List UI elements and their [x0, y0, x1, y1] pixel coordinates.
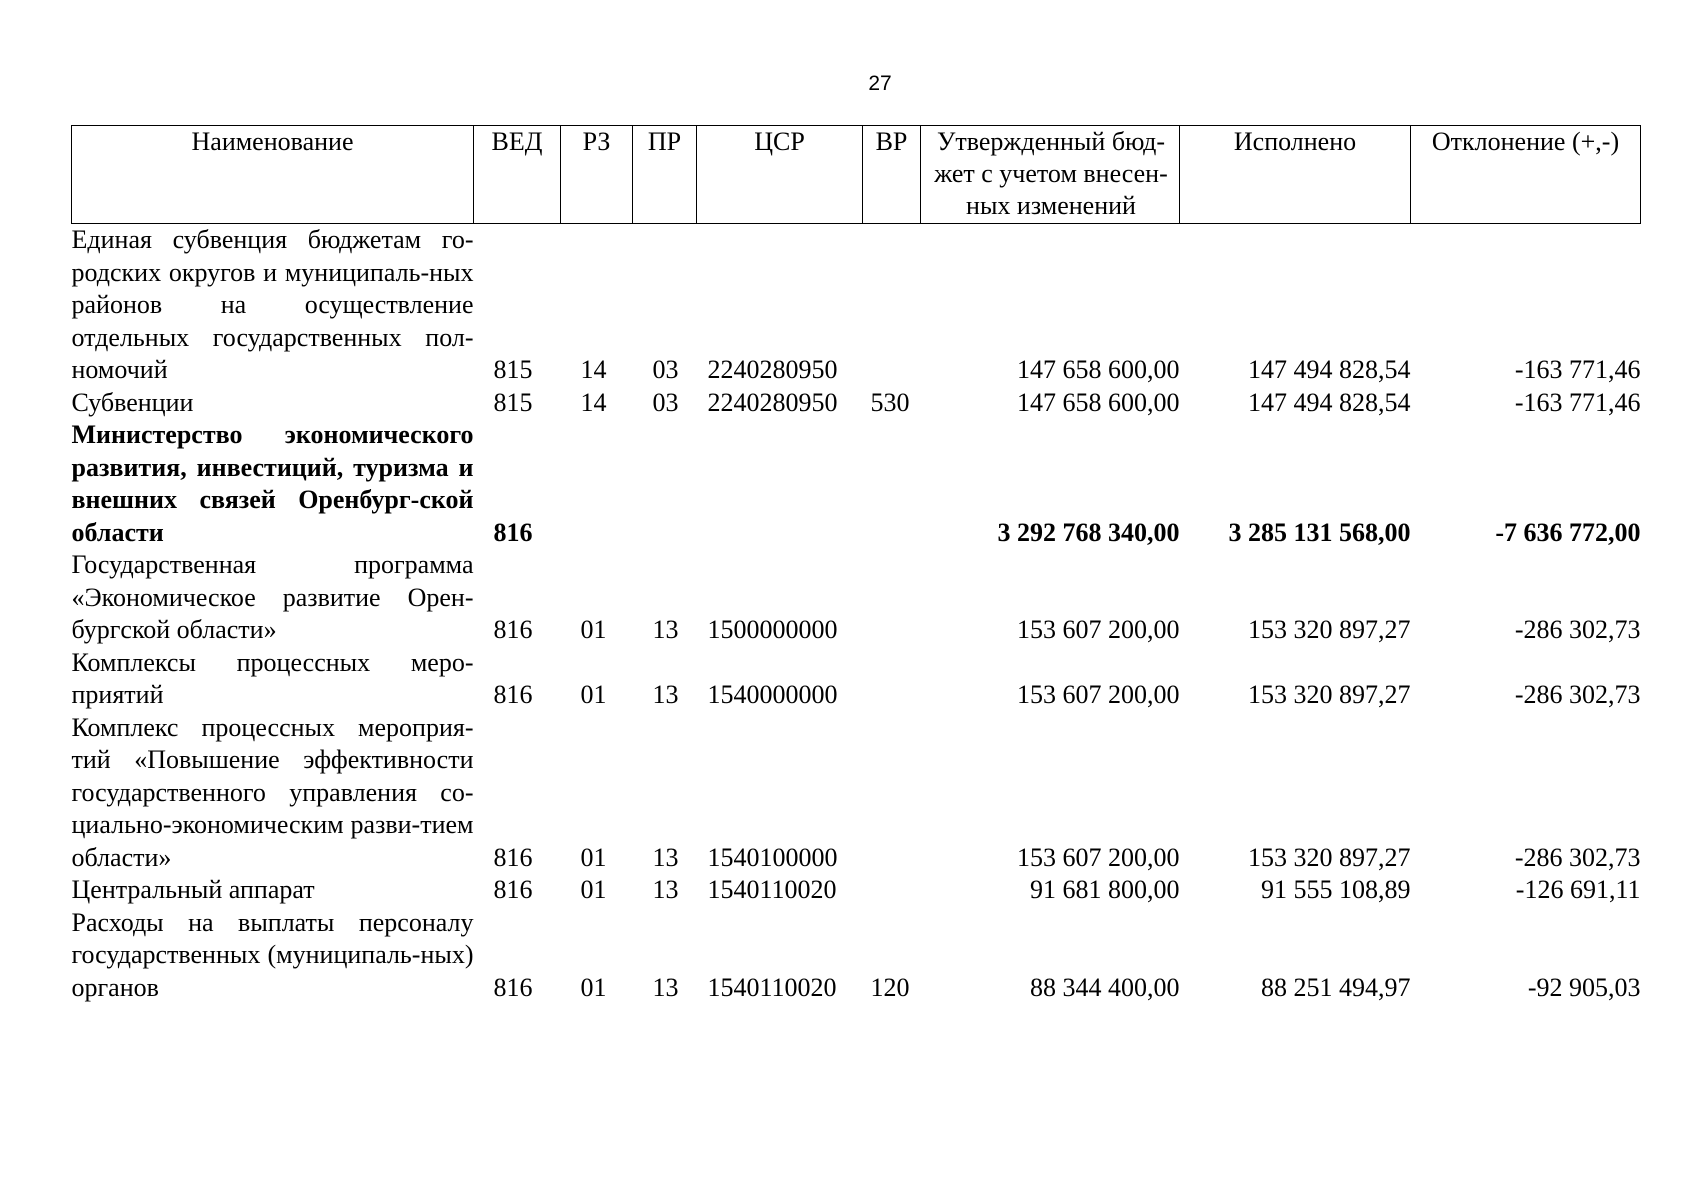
row-rz: 01	[580, 842, 607, 872]
row-ved: 815	[493, 355, 533, 384]
row-rz: 01	[580, 615, 607, 644]
row-ved: 816	[493, 517, 533, 547]
page-number: 27	[868, 72, 892, 95]
row-rz: 14	[580, 355, 607, 384]
row-name: Центральный аппарат	[71, 875, 315, 904]
row-pr: 13	[652, 875, 679, 904]
row-pr: 13	[652, 680, 679, 709]
row-name: Комплекс процессных мероприя-тий «Повышение эффективности государственного управления со-циально-экономическим разви-тием области»	[71, 712, 474, 872]
row-pr	[633, 419, 697, 549]
row-pr: 03	[652, 387, 679, 417]
row-ved: 816	[493, 680, 533, 709]
header-done: Исполнено	[1180, 126, 1411, 224]
row-vr	[863, 224, 921, 387]
row-deviation: -286 302,73	[1514, 680, 1641, 709]
row-done: 88 251 494,97	[1261, 972, 1411, 1002]
row-rz: 01	[580, 680, 607, 709]
row-vr	[863, 712, 921, 875]
row-done: 147 494 828,54	[1248, 355, 1411, 384]
row-rz: 01	[580, 972, 607, 1002]
header-pr: ПР	[633, 126, 697, 224]
row-done: 153 320 897,27	[1248, 842, 1411, 872]
row-done: 147 494 828,54	[1248, 387, 1411, 417]
header-rz: РЗ	[561, 126, 633, 224]
row-name: Единая субвенция бюджетам го-родских округов и муниципаль-ных районов на осуществление отдельных государственных пол-номочий	[71, 225, 474, 384]
header-csr: ЦСР	[697, 126, 863, 224]
row-name: Министерство экономического развития, инвестиций, туризма и внешних связей Оренбург-ской области	[71, 420, 474, 547]
row-deviation: -7 636 772,00	[1495, 517, 1641, 547]
row-csr: 2240280950	[707, 355, 838, 384]
row-deviation: -163 771,46	[1514, 387, 1641, 417]
row-plan: 153 607 200,00	[1017, 615, 1180, 644]
row-plan: 153 607 200,00	[1017, 842, 1180, 872]
row-csr: 1540110020	[707, 972, 837, 1002]
table-row	[72, 224, 1641, 387]
row-csr	[697, 419, 863, 549]
table-row	[72, 647, 1641, 712]
table-header	[72, 126, 1641, 224]
row-vr: 530	[870, 387, 910, 417]
table-row	[72, 549, 1641, 647]
row-done: 91 555 108,89	[1261, 875, 1411, 904]
row-vr	[863, 647, 921, 712]
row-csr: 1540000000	[707, 680, 838, 709]
table-row	[72, 387, 1641, 420]
row-done: 153 320 897,27	[1248, 615, 1411, 644]
row-vr: 120	[870, 972, 910, 1002]
row-csr: 1540100000	[707, 842, 838, 872]
row-deviation: -286 302,73	[1514, 842, 1641, 872]
row-deviation: -286 302,73	[1514, 615, 1641, 644]
header-name: Наименование	[72, 126, 474, 224]
row-deviation: -126 691,11	[1515, 875, 1641, 904]
row-name: Государственная программа «Экономическое развитие Орен-бургской области»	[71, 550, 474, 644]
row-plan: 147 658 600,00	[1017, 387, 1180, 417]
row-plan: 153 607 200,00	[1017, 680, 1180, 709]
header-ved: ВЕД	[474, 126, 561, 224]
budget-table	[71, 125, 1641, 1004]
row-plan: 88 344 400,00	[1030, 972, 1180, 1002]
row-pr: 13	[652, 842, 679, 872]
row-name: Расходы на выплаты персоналу государственных (муниципаль-ных) органов	[71, 907, 474, 1002]
row-deviation: -92 905,03	[1527, 972, 1641, 1002]
row-rz: 01	[580, 875, 607, 904]
table-row	[72, 712, 1641, 875]
row-rz	[561, 419, 633, 549]
row-name: Субвенции	[71, 387, 194, 417]
row-ved: 816	[493, 972, 533, 1002]
header-vr: ВР	[863, 126, 921, 224]
row-ved: 816	[493, 875, 533, 904]
row-name: Комплексы процессных меро-приятий	[71, 647, 474, 709]
row-done: 153 320 897,27	[1248, 680, 1411, 709]
row-plan: 147 658 600,00	[1017, 355, 1180, 384]
row-ved: 816	[493, 615, 533, 644]
row-csr: 1540110020	[707, 875, 837, 904]
header-plan: Утвержденный бюд-жет с учетом внесен-ных изменений	[921, 126, 1180, 224]
row-plan: 3 292 768 340,00	[997, 517, 1180, 547]
row-done: 3 285 131 568,00	[1228, 517, 1411, 547]
row-deviation: -163 771,46	[1514, 355, 1641, 384]
table-body	[72, 224, 1641, 1005]
row-rz: 14	[580, 387, 607, 417]
table-row	[72, 907, 1641, 1005]
row-ved: 816	[493, 842, 533, 872]
row-vr	[863, 419, 921, 549]
row-pr: 13	[652, 615, 679, 644]
row-csr: 1500000000	[707, 615, 838, 644]
row-pr: 03	[652, 355, 679, 384]
row-plan: 91 681 800,00	[1030, 875, 1180, 904]
row-vr	[863, 549, 921, 647]
row-csr: 2240280950	[707, 387, 838, 417]
header-deviation: Отклонение (+,-)	[1411, 126, 1641, 224]
row-pr: 13	[652, 972, 679, 1002]
table-row	[72, 874, 1641, 907]
row-ved: 815	[493, 387, 533, 417]
row-vr	[863, 874, 921, 907]
table-row	[72, 419, 1641, 549]
